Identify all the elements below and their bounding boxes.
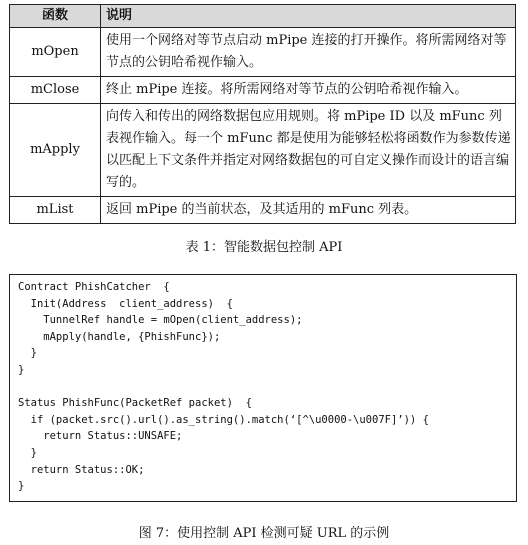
- code-line: Contract PhishCatcher {: [18, 281, 170, 293]
- api-table: [9, 4, 516, 224]
- code-text: [18, 279, 508, 495]
- function-description: 向传入和传出的网络数据包应用规则。将 mPipe ID 以及 mFunc 列表视作输入。每一个 mFunc 都是使用为能够轻松将函数作为参数传递以匹配上下文条件并指定对网络数据包的可自定义操作而设计的语言编写的。: [101, 104, 516, 197]
- table-row: [10, 77, 516, 104]
- function-description: 返回 mPipe 的当前状态，及其适用的 mFunc 列表。: [101, 197, 516, 224]
- code-line: mApply(handle, {PhishFunc});: [18, 330, 221, 343]
- code-line: TunnelRef handle = mOpen(client_address);: [18, 314, 303, 327]
- table-caption: 表 1：智能数据包控制 API: [185, 240, 343, 255]
- code-line: if (packet.src().url().as_string().match(‘[^\u0000-\u007F]’)) {: [18, 413, 429, 426]
- header-function: 函数: [10, 5, 101, 28]
- figure-caption: 图 7：使用控制 API 检测可疑 URL 的示例: [138, 526, 390, 541]
- table-row: [10, 197, 516, 224]
- function-name: mList: [10, 197, 101, 224]
- table-row: [10, 104, 516, 197]
- function-description: 终止 mPipe 连接。将所需网络对等节点的公钥哈希视作输入。: [101, 77, 516, 104]
- code-line: Init(Address client_address) {: [18, 297, 233, 310]
- code-line: }: [18, 446, 37, 459]
- function-description: 使用一个网络对等节点启动 mPipe 连接的打开操作。将所需网络对等节点的公钥哈希视作输入。: [101, 28, 516, 77]
- function-name: mClose: [10, 77, 101, 104]
- code-line: [18, 379, 508, 396]
- table-header-row: [10, 5, 516, 28]
- code-line: }: [18, 363, 25, 376]
- table-row: [10, 28, 516, 77]
- code-line: }: [18, 347, 37, 360]
- code-listing: [9, 274, 517, 502]
- code-line: }: [18, 480, 25, 493]
- header-description: 说明: [101, 5, 516, 28]
- code-line: return Status::UNSAFE;: [18, 430, 183, 443]
- function-name: mApply: [10, 104, 101, 197]
- function-name: mOpen: [10, 28, 101, 77]
- code-line: Status PhishFunc(PacketRef packet) {: [18, 397, 252, 410]
- code-line: return Status::OK;: [18, 463, 145, 476]
